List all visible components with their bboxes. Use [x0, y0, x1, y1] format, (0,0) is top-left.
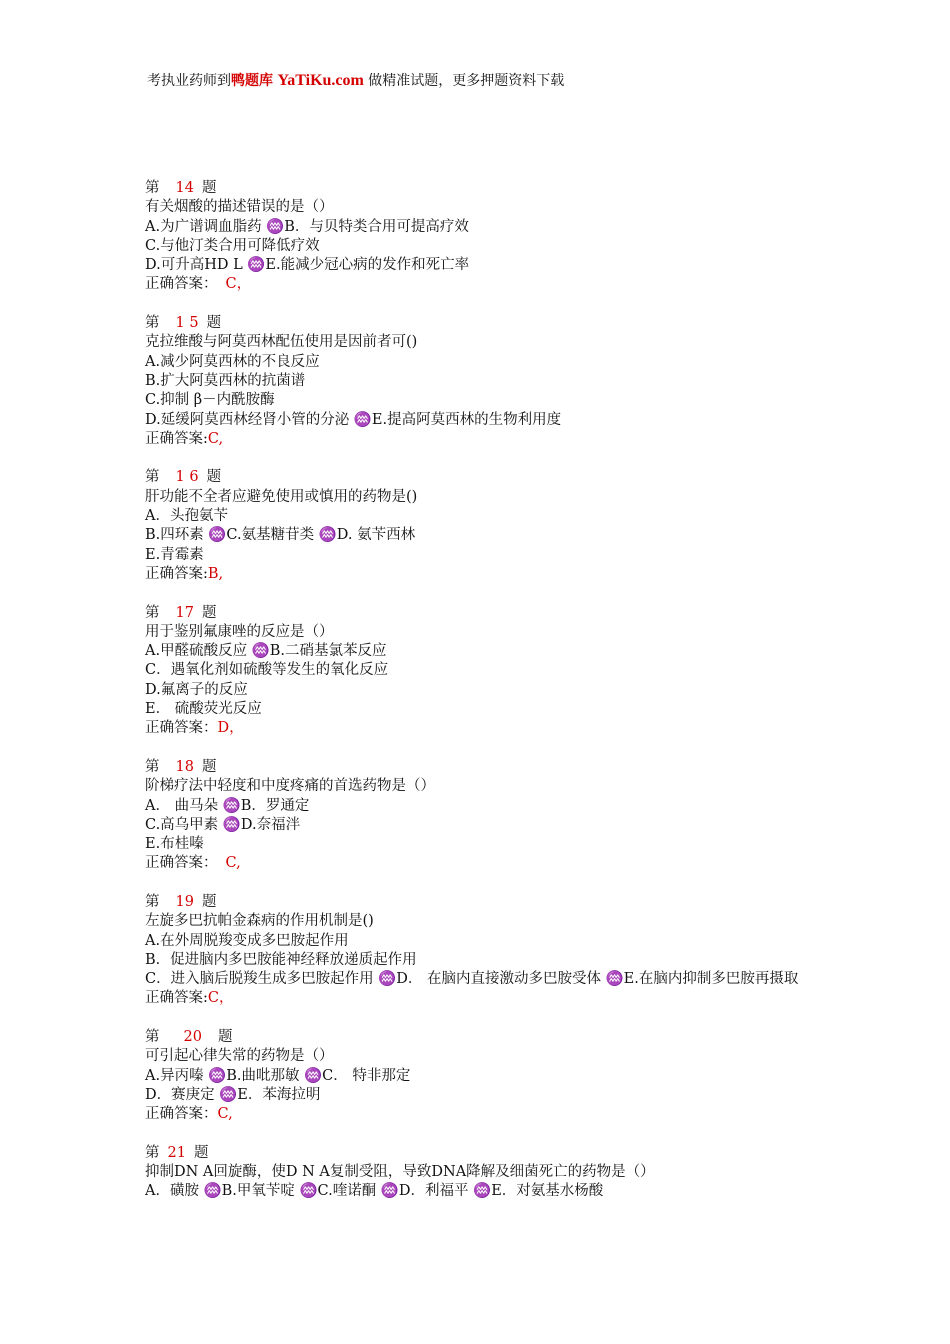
question-option: C.与他汀类合用可降低疗效 — [145, 237, 320, 254]
answer-line: 正确答案:B, — [145, 565, 224, 582]
question-option: A．磺胺 ♒B.甲氧苄啶 ♒C.喹诺酮 ♒D．利福平 ♒E．对氨基水杨酸 — [145, 1183, 604, 1200]
header-prefix: 考执业药师到 — [147, 73, 231, 89]
answer-line: 正确答案： C， — [145, 276, 252, 293]
answer-line: 正确答案:C, — [145, 430, 224, 447]
header-suffix: 做精准试题，更多押题资料下载 — [368, 73, 565, 89]
question-option: A． 曲马朵 ♒B．罗通定 — [145, 797, 310, 814]
question-option: C．遇氧化剂如硫酸等发生的氧化反应 — [145, 662, 389, 679]
page-header — [147, 72, 564, 90]
question-option: C.高乌甲素 ♒D.奈福泮 — [145, 816, 301, 833]
answer-value: C， — [225, 276, 252, 293]
question-list — [145, 179, 815, 1221]
question-option: E.青霉素 — [145, 546, 204, 563]
question-option: D.可升高HD L ♒E.能减少冠心病的发作和死亡率 — [145, 257, 470, 274]
question-label: 第 17 题 — [145, 604, 217, 621]
question-block — [145, 468, 815, 584]
question-option: A．头孢氨苄 — [145, 508, 228, 525]
question-option: C．进入脑后脱羧生成多巴胺起作用 ♒D． 在脑内直接激动多巴胺受体 ♒E.在脑内抑制多巴胺再摄取 — [145, 971, 799, 988]
question-label: 第 18 题 — [145, 758, 217, 775]
answer-line: 正确答案：D， — [145, 720, 244, 737]
question-option: C.抑制 β－内酰胺酶 — [145, 392, 275, 409]
question-stem: 阶梯疗法中轻度和中度疼痛的首选药物是（） — [145, 778, 435, 795]
question-option: A.减少阿莫西林的不良反应 — [145, 353, 320, 370]
answer-line: 正确答案：C, — [145, 1106, 233, 1123]
question-number: 21 — [167, 1144, 186, 1161]
question-stem: 可引起心律失常的药物是（） — [145, 1048, 334, 1065]
question-number: 1 6 — [175, 469, 199, 486]
question-label: 第 21 题 — [145, 1144, 209, 1161]
question-option: B.扩大阿莫西林的抗菌谱 — [145, 372, 306, 389]
question-option: B．促进脑内多巴胺能神经释放递质起作用 — [145, 951, 417, 968]
question-label: 第 14 题 — [145, 180, 217, 196]
question-label: 第 20 题 — [145, 1029, 233, 1046]
question-option: A.甲醛硫酸反应 ♒B.二硝基氯苯反应 — [145, 643, 387, 660]
question-stem: 左旋多巴抗帕金森病的作用机制是() — [145, 913, 374, 930]
question-option: A.为广谱调血脂药 ♒B．与贝特类合用可提高疗效 — [145, 218, 469, 235]
question-stem: 抑制DN A回旋酶，使D N A复制受阻，导致DNA降解及细菌死亡的药物是（） — [145, 1164, 655, 1181]
answer-value: C, — [207, 430, 224, 447]
question-option: D.氟离子的反应 — [145, 681, 248, 698]
question-option: A.异丙嗪 ♒B.曲吡那敏 ♒C． 特非那定 — [145, 1067, 411, 1084]
brand-name-en: YaTiKu.com — [277, 72, 364, 89]
question-block — [145, 314, 815, 449]
question-block — [145, 758, 815, 874]
question-label: 第 1 6 题 — [145, 469, 222, 486]
question-number: 18 — [175, 758, 194, 775]
answer-value: B, — [207, 565, 224, 582]
answer-line: 正确答案:C， — [145, 990, 234, 1007]
question-option: D.延缓阿莫西林经肾小管的分泌 ♒E.提高阿莫西林的生物利用度 — [145, 411, 562, 428]
question-block — [145, 1028, 815, 1124]
question-number: 14 — [175, 180, 194, 196]
question-block — [145, 893, 815, 1009]
answer-value: C, — [225, 855, 241, 872]
question-block — [145, 179, 815, 295]
question-option: D．赛庚定 ♒E．苯海拉明 — [145, 1086, 321, 1103]
question-number: 1 5 — [175, 315, 199, 332]
question-block — [145, 1144, 815, 1202]
brand-name-cn: 鸭题库 — [231, 73, 273, 89]
answer-value: C, — [217, 1106, 233, 1123]
question-option: E.布桂嗪 — [145, 836, 204, 853]
answer-line: 正确答案： C, — [145, 855, 241, 872]
question-number: 17 — [175, 604, 194, 621]
question-label: 第 19 题 — [145, 893, 217, 910]
question-option: A.在外周脱羧变成多巴胺起作用 — [145, 932, 349, 949]
answer-value: D， — [217, 720, 244, 737]
question-option: E． 硫酸荧光反应 — [145, 701, 262, 718]
question-stem: 肝功能不全者应避免使用或慎用的药物是() — [145, 488, 418, 505]
answer-value: C， — [207, 990, 234, 1007]
question-stem: 克拉维酸与阿莫西林配伍使用是因前者可() — [145, 334, 418, 351]
question-number: 20 — [183, 1029, 202, 1046]
question-stem: 用于鉴别氟康唑的反应是（） — [145, 623, 334, 640]
question-option: B.四环素 ♒C.氨基糖苷类 ♒D. 氨苄西林 — [145, 527, 416, 544]
question-block — [145, 604, 815, 739]
question-stem: 有关烟酸的描述错误的是（） — [145, 199, 334, 216]
question-label: 第 1 5 题 — [145, 315, 222, 332]
question-number: 19 — [175, 893, 194, 910]
